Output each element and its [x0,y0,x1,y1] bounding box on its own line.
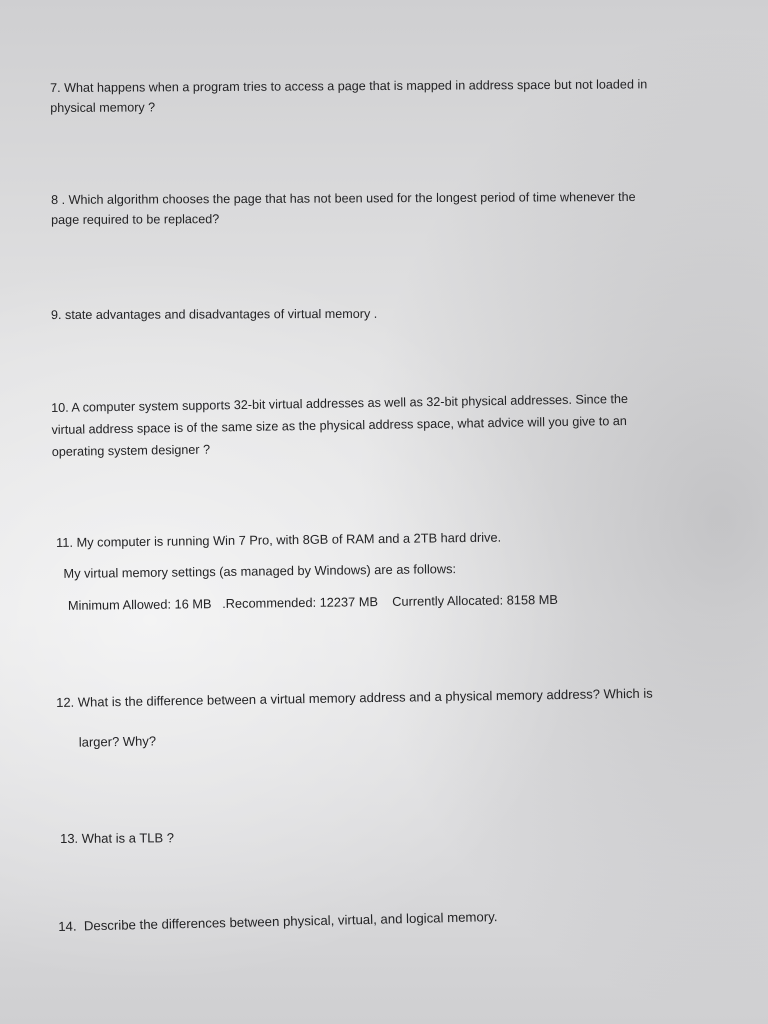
question-14 [58,907,498,937]
question-14-line-1: 14. Describe the differences between physical, virtual, and logical memory. [58,909,498,934]
question-10-line-1: 10. A computer system supports 32-bit virtual addresses as well as 32-bit physical addresses. Since the [51,391,629,415]
question-11-line-2: My virtual memory settings (as managed by Windows) are as follows: [63,561,457,581]
question-10 [51,388,629,463]
question-12-line-1: 12. What is the difference between a virtual memory address and a physical memory address? Which is [56,685,653,710]
question-7-line-1: 7. What happens when a program tries to access a page that is mapped in address space but not loaded in [50,77,648,95]
question-13 [60,828,174,849]
question-9-line-1: 9. state advantages and disadvantages of virtual memory . [51,306,378,322]
question-7-line-2: physical memory ? [50,100,156,115]
question-11-line-3: Minimum Allowed: 16 MB .Recommended: 12237 MB Currently Allocated: 8158 MB [67,591,559,613]
question-7 [50,74,647,118]
question-11-line-1: 11. My computer is running Win 7 Pro, with 8GB of RAM and a 2TB hard drive. [56,529,502,550]
question-12-line-2: larger? Why? [78,733,157,750]
question-8-line-1: 8 . Which algorithm chooses the page that has not been used for the longest period of time whenever the [51,189,636,207]
question-9 [51,304,377,325]
question-10-line-3: operating system designer ? [51,442,211,459]
question-8 [51,187,636,230]
question-13-line-1: 13. What is a TLB ? [60,830,175,846]
question-10-line-2: virtual address space is of the same size as the physical address space, what advice will you give to an [51,413,627,437]
question-8-line-2: page required to be replaced? [51,212,220,227]
